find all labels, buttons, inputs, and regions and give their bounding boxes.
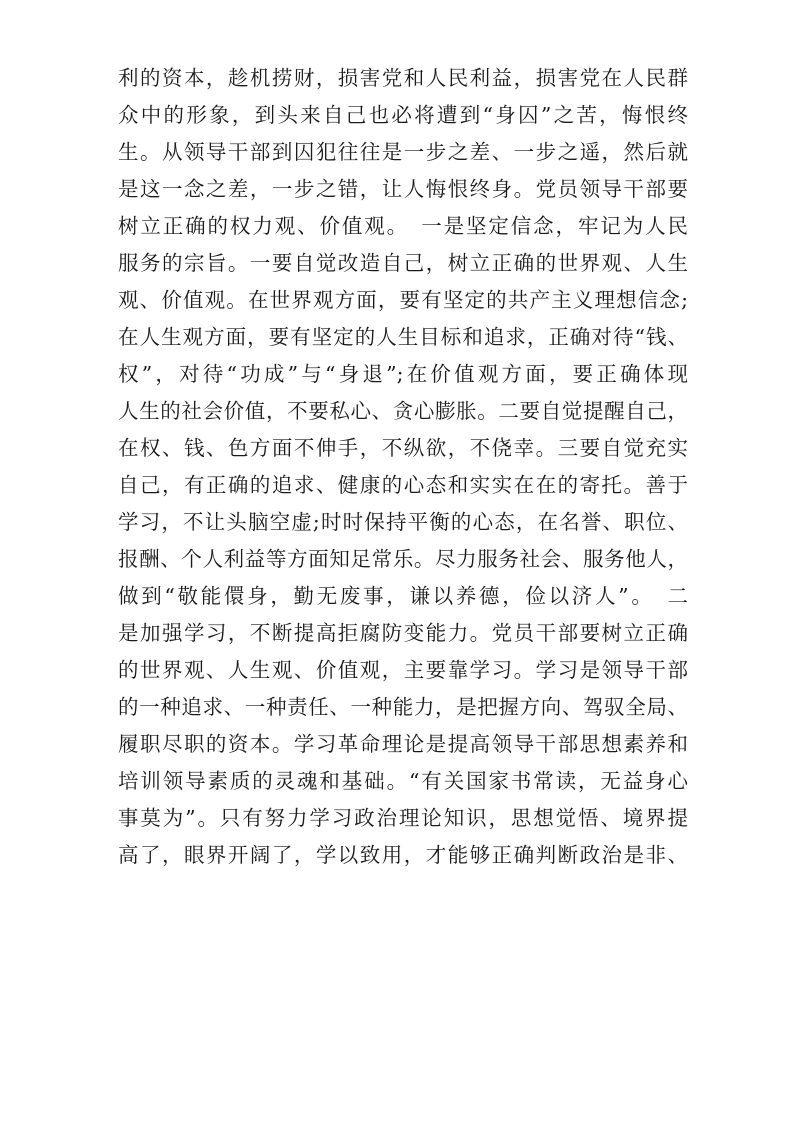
text-line: 服务的宗旨。一要自觉改造自己，树立正确的世界观、人生 — [118, 251, 688, 275]
text-line: 学习，不让头脑空虚;时时保持平衡的心态，在名誉、职位、 — [118, 510, 688, 534]
text-line: 树立正确的权力观、价值观。 一是坚定信念，牢记为人民 — [118, 214, 688, 238]
text-line: 众中的形象，到头来自己也必将遭到“身囚”之苦，悔恨终 — [118, 103, 688, 127]
text-line: 报酬、个人利益等方面知足常乐。尽力服务社会、服务他人， — [118, 547, 688, 571]
text-line: 的一种追求、一种责任、一种能力，是把握方向、驾驭全局、 — [118, 695, 688, 719]
text-line: 生。从领导干部到囚犯往往是一步之差、一步之遥，然后就 — [118, 140, 688, 164]
text-line: 是加强学习，不断提高拒腐防变能力。党员干部要树立正确 — [118, 621, 688, 645]
text-line: 履职尽职的资本。学习革命理论是提高领导干部思想素养和 — [118, 732, 688, 756]
text-line: 在人生观方面，要有坚定的人生目标和追求，正确对待“钱、 — [118, 325, 688, 349]
body-text — [118, 60, 688, 874]
text-line: 自己，有正确的追求、健康的心态和实实在在的寄托。善于 — [118, 473, 688, 497]
text-line: 利的资本，趁机捞财，损害党和人民利益，损害党在人民群 — [118, 66, 688, 90]
text-line: 做到“敬能儇身，勤无废事，谦以养德，俭以济人”。 二 — [118, 584, 688, 608]
text-line: 高了，眼界开阔了，学以致用，才能够正确判断政治是非、 — [118, 843, 688, 867]
text-line: 的世界观、人生观、价值观，主要靠学习。学习是领导干部 — [118, 658, 688, 682]
text-line: 培训领导素质的灵魂和基础。“有关国家书常读，无益身心 — [118, 769, 688, 793]
text-line: 在权、钱、色方面不伸手，不纵欲，不侥幸。三要自觉充实 — [118, 436, 688, 460]
text-line: 观、价值观。在世界观方面，要有坚定的共产主义理想信念; — [118, 288, 688, 312]
text-line: 是这一念之差，一步之错，让人悔恨终身。党员领导干部要 — [118, 177, 688, 201]
text-line: 事莫为”。只有努力学习政治理论知识，思想觉悟、境界提 — [118, 806, 688, 830]
text-line: 人生的社会价值，不要私心、贪心膨胀。二要自觉提醒自己， — [118, 399, 688, 423]
text-line: 权”，对待“功成”与“身退”;在价值观方面，要正确体现 — [118, 362, 688, 386]
